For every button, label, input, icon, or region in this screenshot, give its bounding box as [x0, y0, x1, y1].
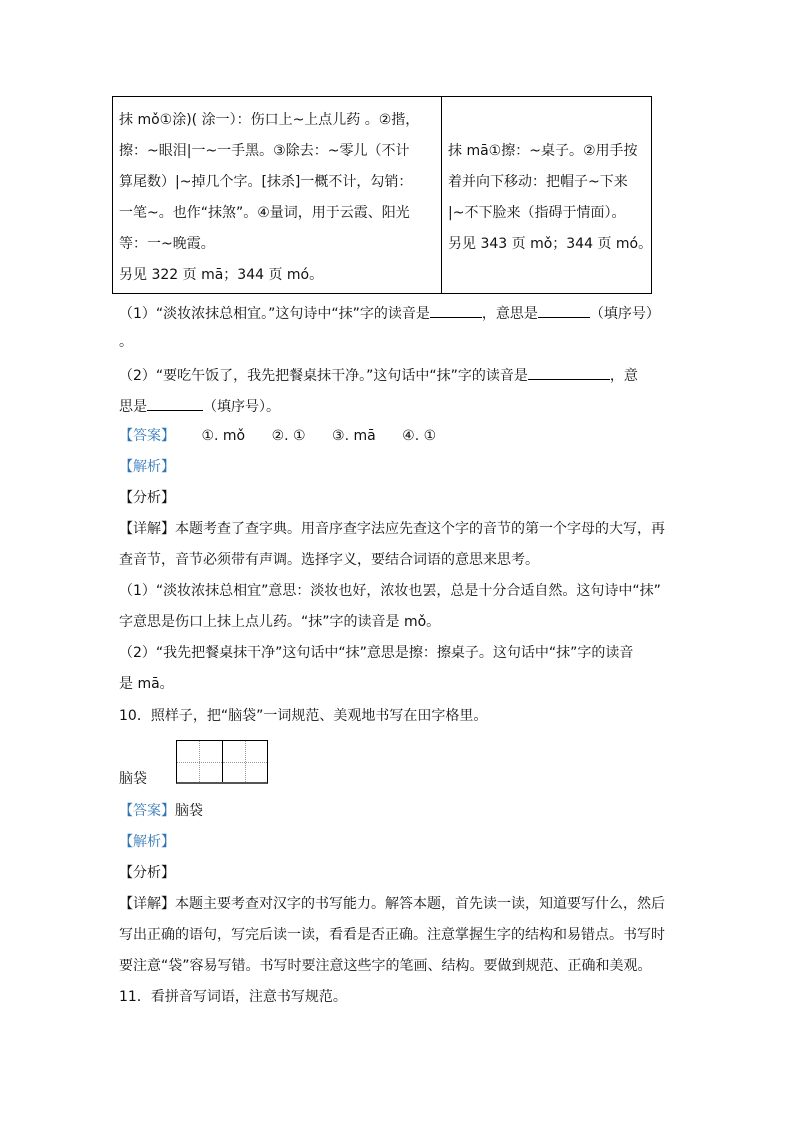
answer-label: 【答案】 [119, 803, 175, 819]
jiexi-label: 【解析】 [119, 459, 175, 475]
right-cell-line: |~不下脸来（指碍于情面）。 [448, 205, 626, 221]
detail-text: 本题考查了查字典。用音序查字法应先查这个字的音节的第一个字母的大写，再 [175, 521, 665, 537]
answer-blank [430, 303, 482, 318]
q9-part2 [119, 365, 638, 385]
detail-line: 写出正确的语句，写完后读一读，看看是否正确。注意掌握生字的结构和易错点。书写时 [119, 927, 665, 943]
left-cell-line: 等：一~晚霞。 [119, 236, 215, 252]
q9-part1-text: （填序号） [589, 306, 660, 322]
detail-line: 字意思是伤口上抹上点儿药。“抹”字的读音是 mǒ。 [119, 614, 441, 630]
answer-item: ①. mǒ [201, 428, 246, 444]
answer-item: ④. ① [402, 428, 437, 444]
left-cell-line: 一笔~。也作“抹煞”。④量词，用于云霞、阳光 [119, 205, 410, 221]
detail-line: （2）“我先把餐桌抹干净”这句话中“抹”意思是擦：擦桌子。这句话中“抹”字的读音 [119, 645, 634, 661]
answer-blank [538, 303, 590, 318]
answer-text: 脑袋 [175, 803, 203, 819]
q9-part2-text: （填序号）。 [203, 399, 280, 415]
table-divider [441, 97, 442, 293]
fenxi-label: 【分析】 [119, 865, 175, 881]
left-cell-line: 算尾数）|~掉几个字。[抹杀]一概不计，勾销： [119, 174, 413, 190]
answer-blank [528, 365, 610, 380]
fenxi-label: 【分析】 [119, 490, 175, 506]
detail-line: 查音节，音节必须带有声调。选择字义，要结合词语的意思来思考。 [119, 552, 539, 568]
q9-answer [119, 427, 436, 445]
q9-part2-text: ，意 [609, 368, 638, 384]
detail-line: 要注意“袋”容易写错。书写时要注意这些字的笔画、结构。要做到规范、正确和美观。 [119, 958, 652, 974]
detail-label: 【详解】 [119, 896, 175, 912]
q9-part2-cont [119, 396, 280, 416]
tianzige-grid [176, 740, 268, 784]
detail-line [119, 520, 665, 538]
answer-blank [147, 396, 203, 411]
q10-sample: 脑袋 [119, 771, 147, 787]
detail-text: 本题主要考查对汉字的书写能力。解答本题，首先读一读，知道要写什么，然后 [175, 896, 665, 912]
detail-line: （1）“淡妆浓抹总相宜”意思：淡妆也好，浓妆也罢，总是十分合适自然。这句诗中“抹” [119, 583, 661, 599]
answer-label: 【答案】 [119, 428, 175, 444]
q10-answer [119, 802, 203, 820]
q10-question: 10．照样子，把“脑袋”一词规范、美观地书写在田字格里。 [119, 708, 488, 724]
detail-line: 是 mā。 [119, 676, 174, 692]
dictionary-table [112, 96, 652, 294]
q9-part1-text: （1）“淡妆浓抹总相宜。”这句诗中“抹”字的读音是 [119, 306, 430, 322]
detail-line [119, 895, 665, 913]
grid-cell [177, 741, 222, 782]
left-cell-line: 另见 322 页 mā；344 页 mó。 [119, 267, 324, 283]
answer-item: ②. ① [271, 428, 306, 444]
right-cell-line: 另见 343 页 mǒ；344 页 mó。 [448, 236, 653, 252]
right-cell-line: 抹 mā①擦：~桌子。②用手按 [448, 143, 638, 159]
q9-part1-end: 。 [119, 334, 133, 350]
left-cell-line: 抹 mǒ①涂)( 涂一）：伤口上~上点儿药 。②揩， [119, 112, 420, 128]
q9-part1-text: ，意思是 [481, 306, 538, 322]
grid-cell [222, 741, 267, 782]
detail-label: 【详解】 [119, 521, 175, 537]
right-cell-line: 着并向下移动：把帽子~下来 [448, 174, 628, 190]
q9-part1 [119, 303, 660, 323]
q9-part2-text: （2）“要吃午饭了，我先把餐桌抹干净。”这句话中“抹”字的读音是 [119, 368, 528, 384]
left-cell-line: 擦：~眼泪|一~一手黑。③除去：~零儿（不计 [119, 143, 410, 159]
jiexi-label: 【解析】 [119, 834, 175, 850]
answer-item: ③. mā [332, 428, 376, 444]
q11-question: 11．看拼音写词语，注意书写规范。 [119, 989, 347, 1005]
q9-part2-text: 思是 [119, 399, 147, 415]
